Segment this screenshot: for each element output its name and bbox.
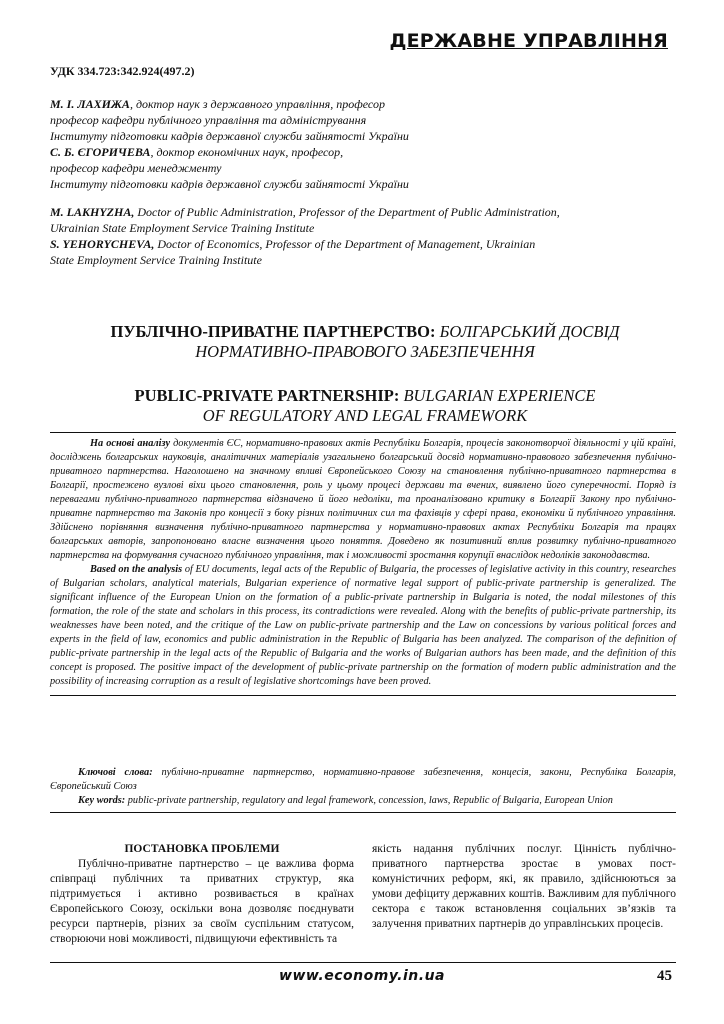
body-paragraph-continued: якість надання публічних послуг. Цінність публічно-приватного партнерства зростає в умовах пост-комуністичних реформ, які, як правило, здійснюються за умови дефіциту державних коштів. Важливим для публічного сектора є також встановлення соціальних зв’язків та залучення приватних партнерів до управлінських процесів.: [372, 843, 676, 930]
body-column-left: [50, 842, 354, 947]
author-block: [50, 96, 680, 268]
author-affiliation: Інституту підготовки кадрів державної служби зайнятості України: [50, 129, 409, 143]
title-ua-bold: ПУБЛІЧНО-ПРИВАТНЕ ПАРТНЕРСТВО:: [110, 322, 436, 341]
page-number: 45: [657, 968, 672, 984]
author-degree-en: Doctor of Public Administration, Professor of the Department of Public Administration,: [134, 205, 560, 219]
footer-url[interactable]: www.economy.in.ua: [279, 968, 445, 984]
keywords-ua-label: Ключові слова:: [78, 767, 153, 778]
keywords-en: [50, 794, 676, 808]
keywords-block: [50, 766, 676, 813]
body-columns: [50, 842, 676, 947]
author-affiliation-en: Ukrainian State Employment Service Training Institute: [50, 221, 315, 235]
article-title-en: [50, 386, 680, 426]
author-degree: , доктор наук з державного управління, професор: [129, 97, 385, 111]
author-name-en: S. YEHORYCHEVA,: [50, 237, 155, 251]
keywords-en-text: public-private partnership, regulatory and legal framework, concession, laws, Republic of Bulgaria, European Union: [125, 795, 613, 806]
author-affiliation: Інституту підготовки кадрів державної служби зайнятості України: [50, 177, 409, 191]
keywords-en-label: Key words:: [78, 795, 126, 806]
title-en-bold: PUBLIC-PRIVATE PARTNERSHIP:: [134, 386, 400, 405]
author-degree-en: Doctor of Economics, Professor of the Department of Management, Ukrainian: [154, 237, 536, 251]
author-line-en: [50, 204, 680, 220]
footer-divider: [50, 962, 676, 963]
author-name-en: M. LAKHYZHA,: [50, 205, 135, 219]
title-ua-italic-2: НОРМАТИВНО-ПРАВОВОГО ЗАБЕЗПЕЧЕННЯ: [195, 342, 535, 361]
abstract-ua-lead: На основі аналізу: [90, 438, 171, 449]
body-paragraph: Публічно-приватне партнерство – це важлива форма співпраці публічних та приватних структур, яка підтримується і активно розвивається в країнах Європейського Союзу, оскільки вона дозволяє поєднувати ресурси партнерів, різних за своїм суспільним статусом, створюючи нові можливості, підвищуючи ефективність та: [50, 858, 354, 945]
author-line-en: [50, 236, 680, 252]
author-position: професор кафедри публічного управління та адміністрування: [50, 113, 367, 127]
author-line: [50, 144, 680, 160]
abstract-ua-text: документів ЄС, нормативно-правових актів Республіки Болгарія, процесів законотворчої діяльності у цій країні, досліджень болгарських науковців, аналітичних матеріалів узагальнено болгарський досвід нормативно-правового забезпечення публічно-приватного партнерства. Наголошено на значному впливі Європейського Союзу на становлення публічно-приватного партнерства в Болгарії, простежено вузлові віхи цього становлення, роль у цьому процесі держави та вчених, виявлено його суперечності. Поряд із перевагами публічно-приватного партнерства відзначено й його недоліки, та проаналізовано критику в Болгарії Закону про публічно-приватне партнерство та Законів про концесії з боку різних політичних сил та фахівців у сфері права, економіки й публічного управління. Здійснено порівняння визначення публічно-приватного партнерства у нормативно-правових актах Республіки Болгарія та працях болгарських авторів, запропоновано власне визначення цього поняття. Доведено як позитивний вплив розвитку публічно-приватного партнерства на формування сучасного публічного управління, так і можливості зростання корупції внаслідок недоліків законодавства.: [50, 438, 677, 561]
abstract-block: [50, 432, 676, 696]
title-ua-italic-1: БОЛГАРСЬКИЙ ДОСВІД: [435, 322, 620, 341]
keywords-ua-text: публічно-приватне партнерство, нормативно-правове забезпечення, концесія, закони, Республіка Болгарія, Європейський Союз: [50, 767, 676, 792]
author-position: професор кафедри менеджменту: [50, 161, 222, 175]
title-en-italic-2: OF REGULATORY AND LEGAL FRAMEWORK: [202, 406, 528, 425]
abstract-en-text: of EU documents, legal acts of the Republic of Bulgaria, the processes of legislative activity in this country, researches of Bulgarian scholars, analytical materials, Bulgarian experience of normative legal support of public-private partnership is generalized. The significant influence of the European Union on the formation of a public-private partnership in Bulgaria is noted, the nodal milestones of this formation, the role of the state and scholars in this process, its contradictions were revealed. Along with the benefits of public-private partnership, its weaknesses have been noted, and the critique of the Law on public-private partnership and the Law on concessions by various political forces and experts in the field of law, economics and public administration in the Republic of Bulgaria has been analyzed. The comparison of the definition of public-private partnership in the legal acts of the Republic of Bulgaria and the works of Bulgarian authors has been made, and the definition of this concept is proposed. The positive impact of the development of public-private partnership on the formation of modern public administration and the possibility of increasing corruption as a result of legislative shortcomings have been proved.: [50, 564, 676, 687]
abstract-ua: [50, 437, 676, 563]
abstract-en-lead: Based on the analysis: [90, 564, 183, 575]
keywords-ua: [50, 766, 676, 794]
title-en-italic-1: BULGARIAN EXPERIENCE: [399, 386, 596, 405]
section-heading: ПОСТАНОВКА ПРОБЛЕМИ: [124, 843, 280, 855]
abstract-en: [50, 563, 676, 689]
udc-code: УДК 334.723:342.924(497.2): [50, 64, 195, 78]
author-degree: , доктор економічних наук, професор,: [150, 145, 344, 159]
author-line: [50, 96, 680, 112]
author-name: С. Б. ЄГОРИЧЕВА: [50, 145, 151, 159]
author-name: М. І. ЛАХИЖА: [50, 97, 130, 111]
author-affiliation-en: State Employment Service Training Institute: [50, 253, 262, 267]
article-title-ua: [50, 322, 680, 362]
journal-section-title: ДЕРЖАВНЕ УПРАВЛІННЯ: [389, 30, 668, 52]
body-column-right: [372, 842, 676, 947]
